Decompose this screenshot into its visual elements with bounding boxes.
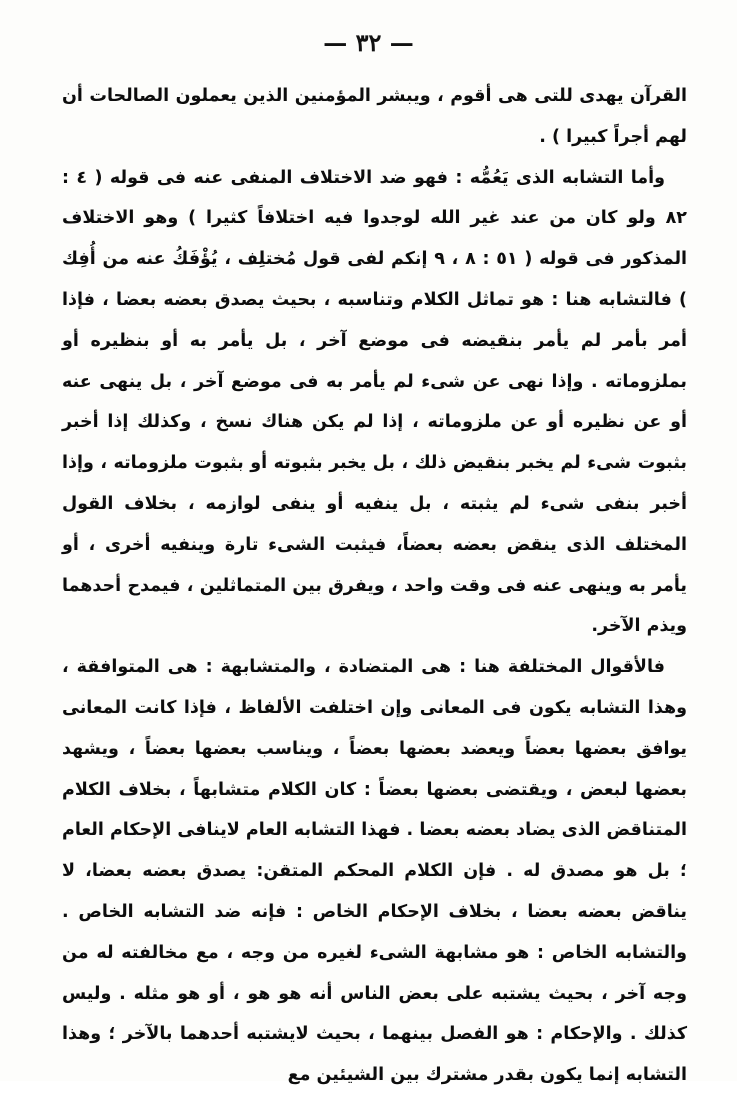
paragraph: وأما التشابه الذى يَعُمُّه : فهو ضد الاختلاف المنفى عنه فى قوله ( ٤ : ٨٢ ولو كان من عند غير الله لوجدوا فيه اختلافاً كثيرا ) وهو الاختلاف المذكور فى قوله ( ٥١ : ٨ ، ٩ إنكم لفى قول مُختلِف ، يُؤْفَكُ عنه من أُفِك ) فالتشابه هنا : هو تماثل الكلام وتناسبه ، بحيث يصدق بعضه بعضا ، فإذا أمر بأمر لم يأمر بنقيضه فى موضع آخر ، بل يأمر به أو بنظيره أو بملزوماته . وإذا نهى عن شىء لم يأمر به فى موضع آخر ، بل ينهى عنه أو عن نظيره أو عن ملزوماته ، إذا لم يكن هناك نسخ ، وكذلك إذا أخبر بثبوت شىء لم يخبر بنقيض ذلك ، بل يخبر بثبوته أو بثبوت ملزوماته ، وإذا أخبر بنفى شىء لم يثبته ، بل ينفيه أو ينفى لوازمه ، بخلاف القول المختلف الذى ينقض بعضه بعضاً، فيثبت الشىء تارة وينفيه أخرى ، أو يأمر به وينهى عنه فى وقت واحد ، ويفرق بين المتماثلين ، فيمدح أحدهما ويذم الآخر. [62, 167, 688, 637]
paragraph: فالأقوال المختلفة هنا : هى المتضادة ، والمتشابهة : هى المتوافقة ، وهذا التشابه يكون فى المعانى وإن اختلفت الألفاظ ، فإذا كانت المعانى يوافق بعضها بعضاً ويعضد بعضها بعضاً ، ويناسب بعضها بعضاً ، ويشهد بعضها لبعض ، ويقتضى بعضها بعضاً : كان الكلام متشابهاً ، بخلاف الكلام المتناقض الذى يضاد بعضه بعضا . فهذا التشابه العام لاينافى الإحكام العام ؛ بل هو مصدق له . فإن الكلام المحكم المتقن: يصدق بعضه بعضا، لا يناقض بعضه بعضا ، بخلاف الإحكام الخاص : فإنه ضد التشابه الخاص . والتشابه الخاص : هو مشابهة الشىء لغيره من وجه ، مع مخالفته له من وجه آخر ، بحيث يشتبه على بعض الناس أنه هو هو ، أو هو مثله . وليس كذلك . والإحكام : هو الفصل بينهما ، بحيث لايشتبه أحدهما بالآخر ؛ وهذا التشابه إنما يكون بقدر مشترك بين الشيئين مع [62, 657, 687, 1086]
page-number: — ٣٢ — [323, 28, 414, 57]
body-text [62, 76, 687, 1096]
paragraph: القرآن يهدى للتى هى أقوم ، ويبشر المؤمنين الذين يعملون الصالحات أن لهم أجراً كبيرا ) . [62, 86, 687, 147]
